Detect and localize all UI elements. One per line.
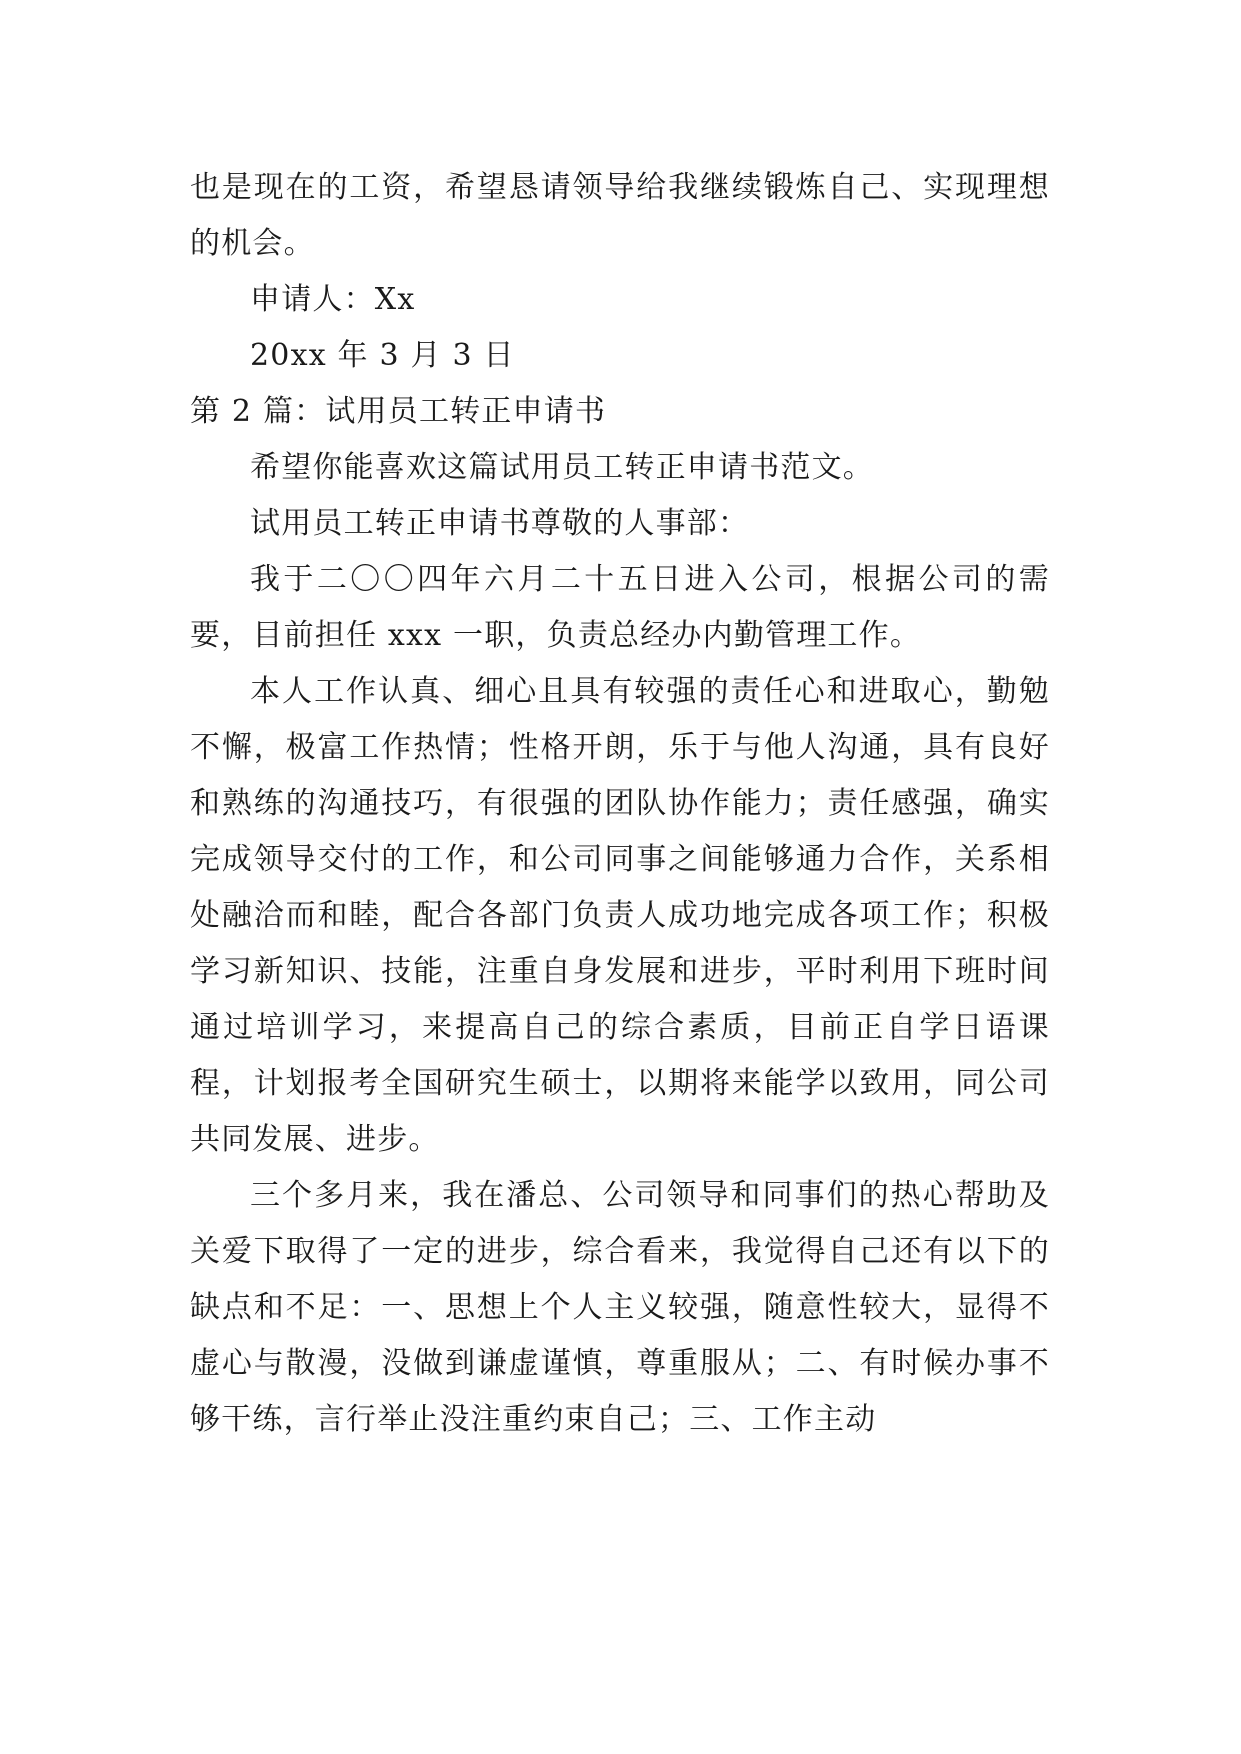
intro-paragraph: 希望你能喜欢这篇试用员工转正申请书范文。: [250, 450, 874, 485]
body-paragraph-2: 本人工作认真、细心且具有较强的责任心和进取心，勤勉不懈，极富工作热情；性格开朗，乐于与他人沟通，具有良好和熟练的沟通技巧，有很强的团队协作能力；责任感强，确实完成领导交付的工作，和公司同事之间能够通力合作，关系相处融洽而和睦，配合各部门负责人成功地完成各项工作；积极学习新知识、技能，注重自身发展和进步，平时利用下班时间通过培训学习，来提高自己的综合素质，目前正自学日语课程，计划报考全国研究生硕士，以期将来能学以致用，同公司共同发展、进步。: [190, 674, 1050, 1157]
continuation-paragraph: 也是现在的工资，希望恳请领导给我继续锻炼自己、实现理想的机会。: [190, 170, 1050, 261]
section-title: 第 2 篇：试用员工转正申请书: [190, 394, 607, 429]
body-paragraph-3: 三个多月来，我在潘总、公司领导和同事们的热心帮助及关爱下取得了一定的进步，综合看来，我觉得自己还有以下的缺点和不足：一、思想上个人主义较强，随意性较大，显得不虚心与散漫，没做到谦虚谨慎，尊重服从；二、有时候办事不够干练，言行举止没注重约束自己；三、工作主动: [190, 1178, 1050, 1437]
salutation-paragraph: 试用员工转正申请书尊敬的人事部：: [250, 506, 750, 541]
document-page: [190, 160, 1050, 1448]
applicant-line: 申请人：Xx: [250, 282, 416, 317]
body-paragraph-1: 我于二〇〇四年六月二十五日进入公司，根据公司的需要，目前担任 xxx 一职，负责总经办内勤管理工作。: [190, 562, 1050, 653]
date-line: 20xx 年 3 月 3 日: [250, 338, 515, 373]
